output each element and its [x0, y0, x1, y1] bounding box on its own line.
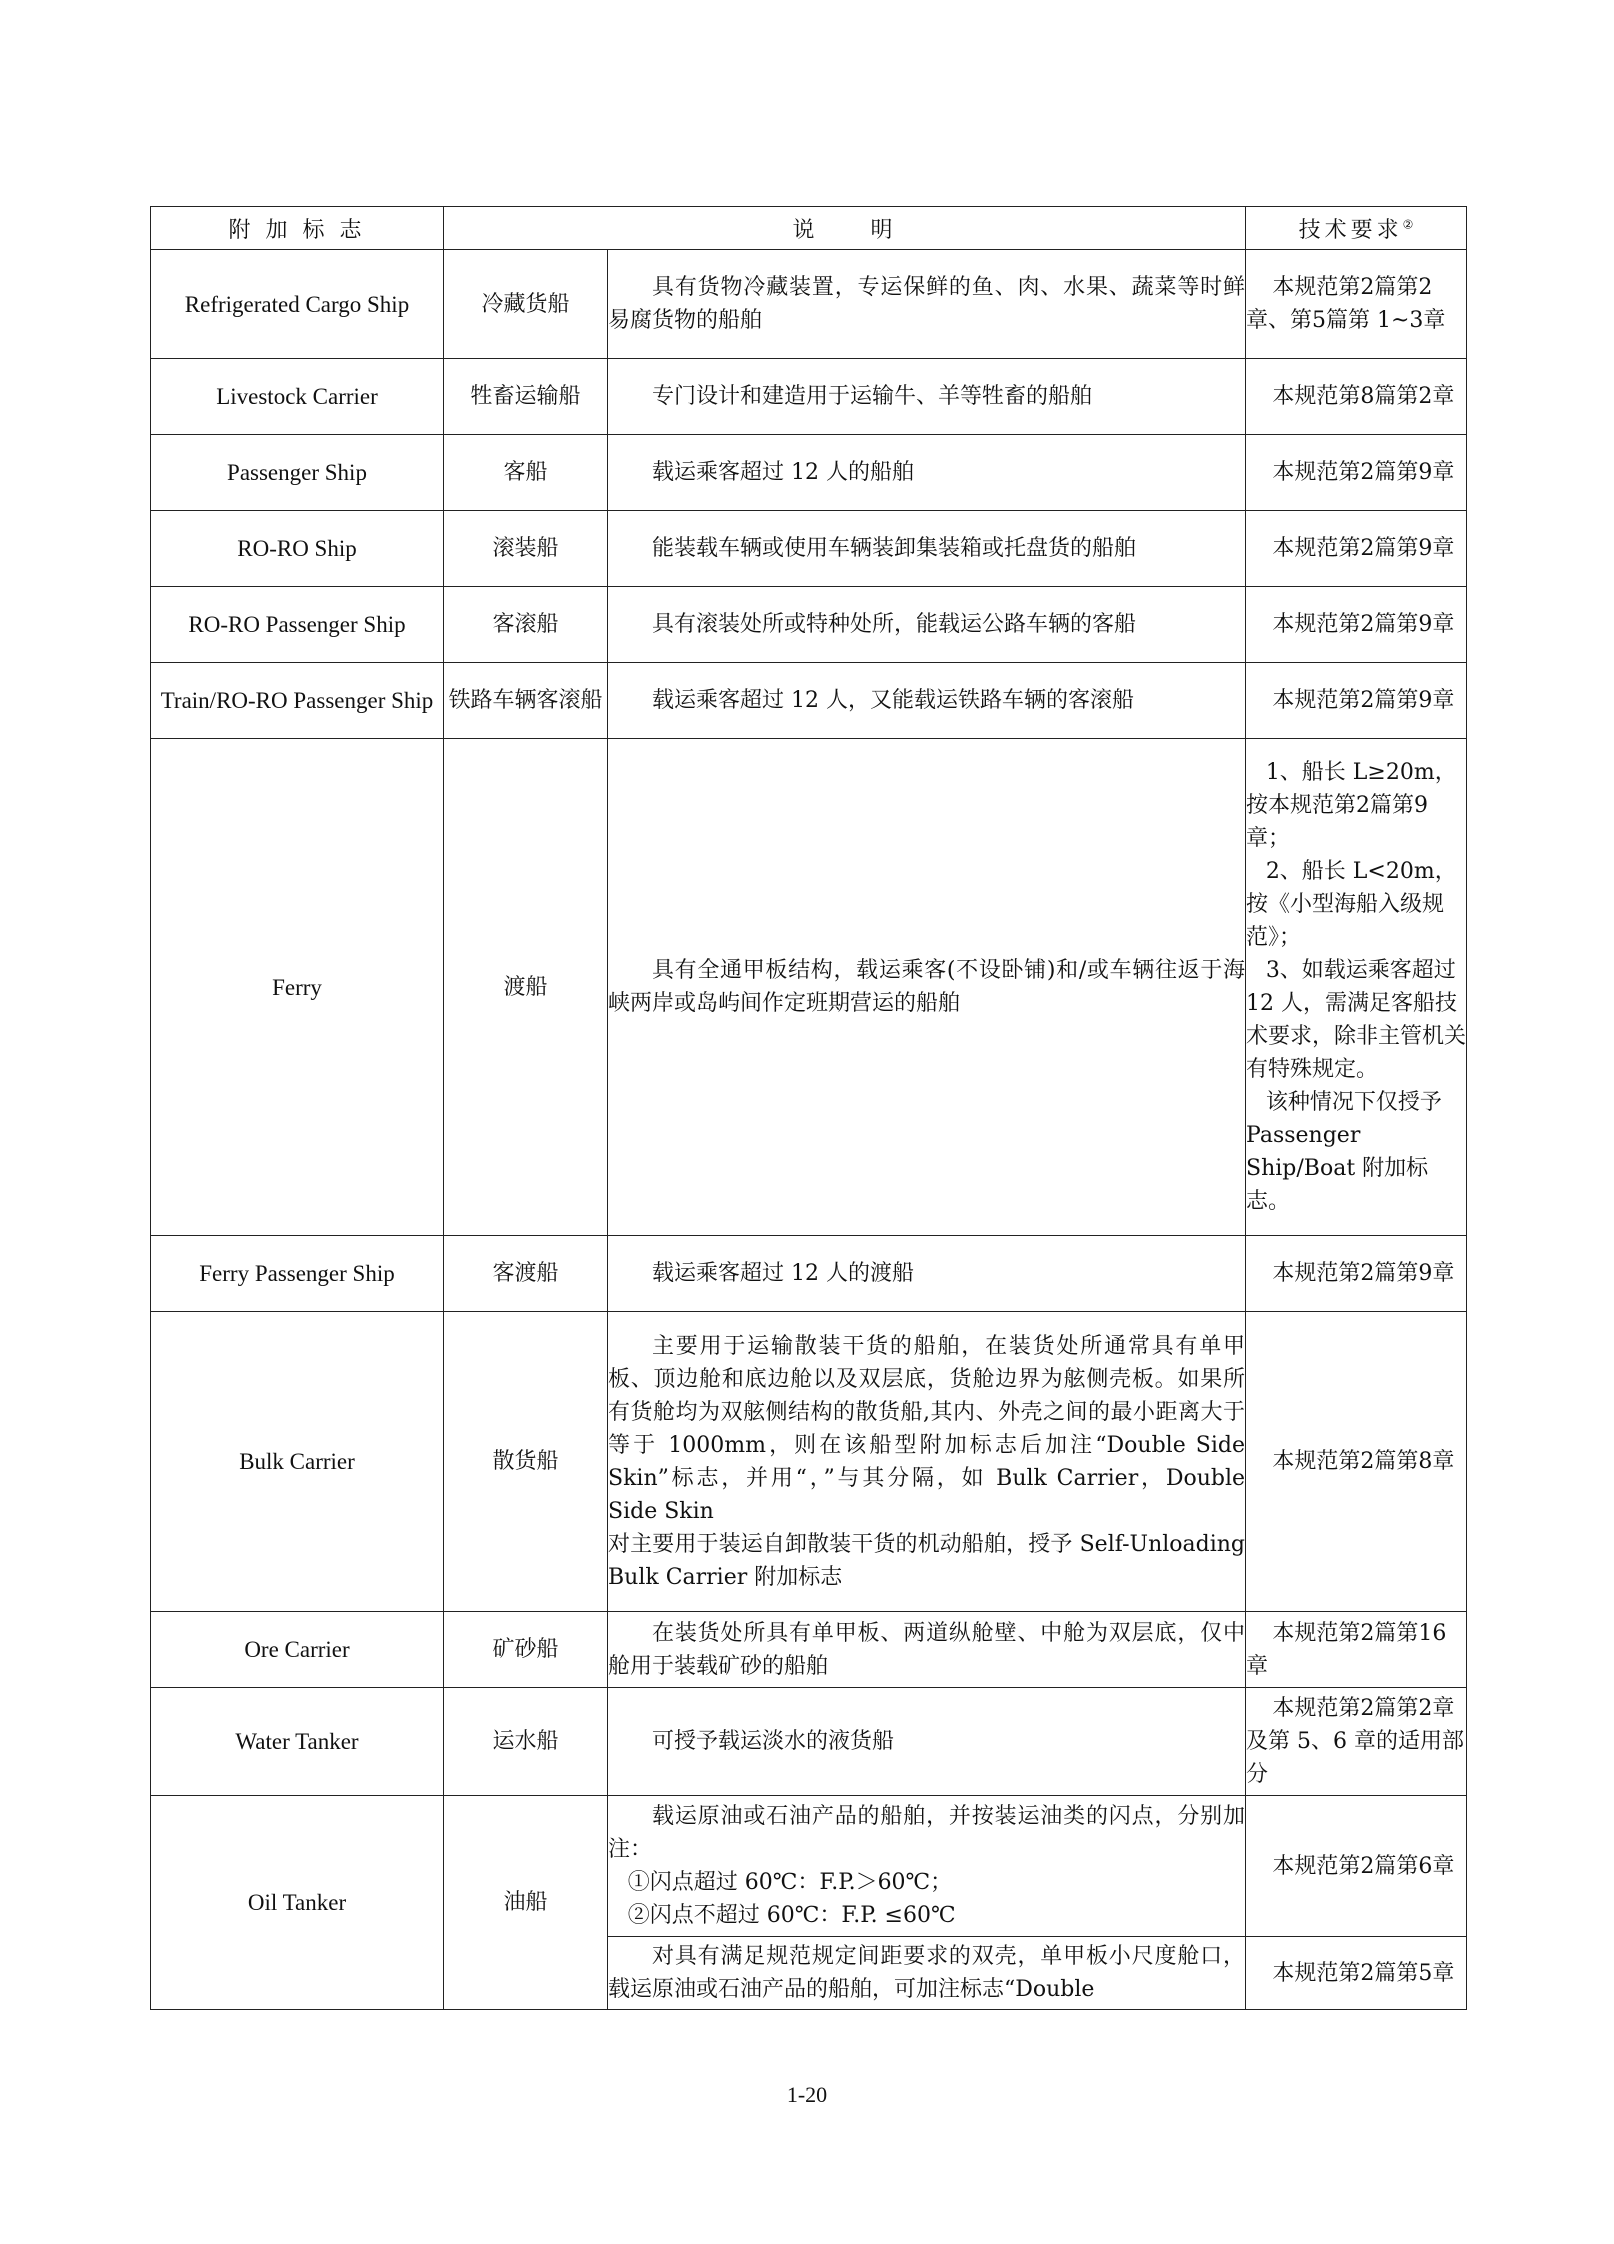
requirement-text: 本规范第2篇第9章 [1272, 1261, 1455, 1286]
notation-zh: 渡船 [444, 739, 608, 1236]
description-text: ②闪点不超过 60℃：F.P. ≤60℃ [627, 1903, 956, 1928]
page-number: 1-20 [786, 2082, 828, 2107]
requirement-text: 本规范第2篇第8章 [1272, 1449, 1455, 1474]
description-text: 在装货处所具有单甲板、两道纵舱壁、中舱为双层底，仅中舱用于装载矿砂的船舶 [608, 1620, 1246, 1679]
footnote-marker: ② [1402, 217, 1414, 232]
ship-notation-table [150, 206, 1467, 2010]
notation-zh: 冷藏货船 [444, 250, 608, 359]
table-row [151, 663, 1467, 739]
header-notation: 附 加 标 志 [151, 207, 444, 250]
description-text: 载运乘客超过 12 人的渡船 [652, 1261, 914, 1286]
requirement [1246, 1236, 1467, 1312]
description [608, 663, 1246, 739]
requirement [1246, 739, 1467, 1236]
notation-zh: 铁路车辆客滚船 [444, 663, 608, 739]
requirement-text: 本规范第2篇第2章及第 5、6 章的适用部分 [1246, 1696, 1464, 1787]
requirement [1246, 587, 1467, 663]
requirement [1246, 1312, 1467, 1612]
notation-en: Oil Tanker [151, 1796, 444, 2010]
description [608, 587, 1246, 663]
notation-zh: 客船 [444, 435, 608, 511]
notation-en: Ferry [151, 739, 444, 1236]
requirement-text: 本规范第2篇第2章、第5篇第 1~3章 [1246, 275, 1446, 333]
requirement-text: 本规范第2篇第6章 [1272, 1853, 1455, 1879]
notation-en: Water Tanker [151, 1688, 444, 1796]
notation-en: RO-RO Ship [151, 511, 444, 587]
table-row [151, 511, 1467, 587]
notation-en: RO-RO Passenger Ship [151, 587, 444, 663]
requirement [1246, 1796, 1467, 1937]
description [608, 250, 1246, 359]
description-text: 主要用于运输散装干货的船舶，在装货处所通常具有单甲板、顶边舱和底边舱以及双层底，货舱边界为舷侧壳板。如果所有货舱均为双舷侧结构的散货船,其内、外壳之间的最小距离大于等于 1000mm，则在该船型附加标志后加注“Double Side Skin”标志，并用“，”与其分隔，如 Bulk Carrier，Double Side Skin [608, 1333, 1246, 1524]
description [608, 1937, 1246, 2010]
description-text: 可授予载运淡水的液货船 [652, 1729, 895, 1754]
header-description: 说 明 [444, 207, 1246, 250]
table-header-row [151, 207, 1467, 250]
notation-zh: 客滚船 [444, 587, 608, 663]
notation-en: Ore Carrier [151, 1612, 444, 1688]
table-row [151, 250, 1467, 359]
notation-en: Bulk Carrier [151, 1312, 444, 1612]
description [608, 1312, 1246, 1612]
description [608, 739, 1246, 1236]
description [608, 1688, 1246, 1796]
requirement-text: 该种情况下仅授予 Passenger Ship/Boat 附加标志。 [1246, 1090, 1442, 1214]
requirement [1246, 250, 1467, 359]
table-row [151, 359, 1467, 435]
description-text: 对具有满足规范规定间距要求的双壳，单甲板小尺度舱口，载运原油或石油产品的船舶，可加注标志“Double [608, 1944, 1246, 2002]
description [608, 435, 1246, 511]
requirement-text: 3、如载运乘客超过 12 人，需满足客船技术要求，除非主管机关有特殊规定。 [1246, 958, 1467, 1082]
requirement-text: 本规范第2篇第9章 [1272, 460, 1455, 485]
description-text: 载运乘客超过 12 人，又能载运铁路车辆的客滚船 [652, 688, 1134, 713]
notation-zh: 牲畜运输船 [444, 359, 608, 435]
description-text: 具有全通甲板结构，载运乘客(不设卧铺)和/或车辆往返于海峡两岸或岛屿间作定班期营运的船舶 [608, 958, 1246, 1016]
requirement [1246, 663, 1467, 739]
description-text: 具有货物冷藏装置，专运保鲜的鱼、肉、水果、蔬菜等时鲜易腐货物的船舶 [608, 275, 1246, 333]
description-text: 载运乘客超过 12 人的船舶 [652, 460, 914, 485]
table-row [151, 435, 1467, 511]
description-text: 具有滚装处所或特种处所，能载运公路车辆的客船 [652, 612, 1137, 637]
requirement-text: 1、船长 L≥20m，按本规范第2篇第9章； [1246, 760, 1457, 851]
notation-en: Refrigerated Cargo Ship [151, 250, 444, 359]
table-row [151, 1312, 1467, 1612]
requirement-text: 本规范第2篇第5章 [1272, 1960, 1455, 1986]
description [608, 1796, 1246, 1937]
notation-en: Ferry Passenger Ship [151, 1236, 444, 1312]
table-row [151, 1688, 1467, 1796]
description [608, 1612, 1246, 1688]
notation-zh: 运水船 [444, 1688, 608, 1796]
description-text: 对主要用于装运自卸散装干货的机动船舶，授予 Self-Unloading Bulk Carrier 附加标志 [608, 1531, 1246, 1590]
requirement [1246, 1612, 1467, 1688]
requirement-text: 2、船长 L<20m，按《小型海船入级规范》； [1246, 859, 1457, 950]
description [608, 1236, 1246, 1312]
requirement-text: 本规范第2篇第16章 [1246, 1620, 1447, 1679]
table-row [151, 1796, 1467, 1937]
notation-zh: 矿砂船 [444, 1612, 608, 1688]
description-text: 专门设计和建造用于运输牛、羊等牲畜的船舶 [652, 384, 1093, 409]
header-requirements-label: 技术要求 [1298, 217, 1403, 243]
requirement [1246, 1688, 1467, 1796]
description-text: 能装载车辆或使用车辆装卸集装箱或托盘货的船舶 [652, 536, 1137, 561]
description [608, 359, 1246, 435]
notation-en: Train/RO-RO Passenger Ship [151, 663, 444, 739]
table-row [151, 587, 1467, 663]
requirement-text: 本规范第8篇第2章 [1272, 384, 1455, 409]
table-row [151, 739, 1467, 1236]
description-text: ①闪点超过 60℃：F.P.＞60℃； [627, 1870, 953, 1895]
requirement [1246, 511, 1467, 587]
requirement [1246, 1937, 1467, 2010]
description [608, 511, 1246, 587]
header-requirements [1246, 207, 1467, 250]
table-row [151, 1612, 1467, 1688]
table-row [151, 1236, 1467, 1312]
notation-en: Livestock Carrier [151, 359, 444, 435]
requirement-text: 本规范第2篇第9章 [1272, 536, 1455, 561]
description-text: 载运原油或石油产品的船舶，并按装运油类的闪点，分别加注： [608, 1804, 1246, 1862]
requirement-text: 本规范第2篇第9章 [1272, 612, 1455, 637]
notation-en: Passenger Ship [151, 435, 444, 511]
requirement [1246, 359, 1467, 435]
requirement-text: 本规范第2篇第9章 [1272, 688, 1455, 713]
notation-zh: 滚装船 [444, 511, 608, 587]
notation-zh: 客渡船 [444, 1236, 608, 1312]
notation-zh: 油船 [444, 1796, 608, 2010]
notation-zh: 散货船 [444, 1312, 608, 1612]
requirement [1246, 435, 1467, 511]
